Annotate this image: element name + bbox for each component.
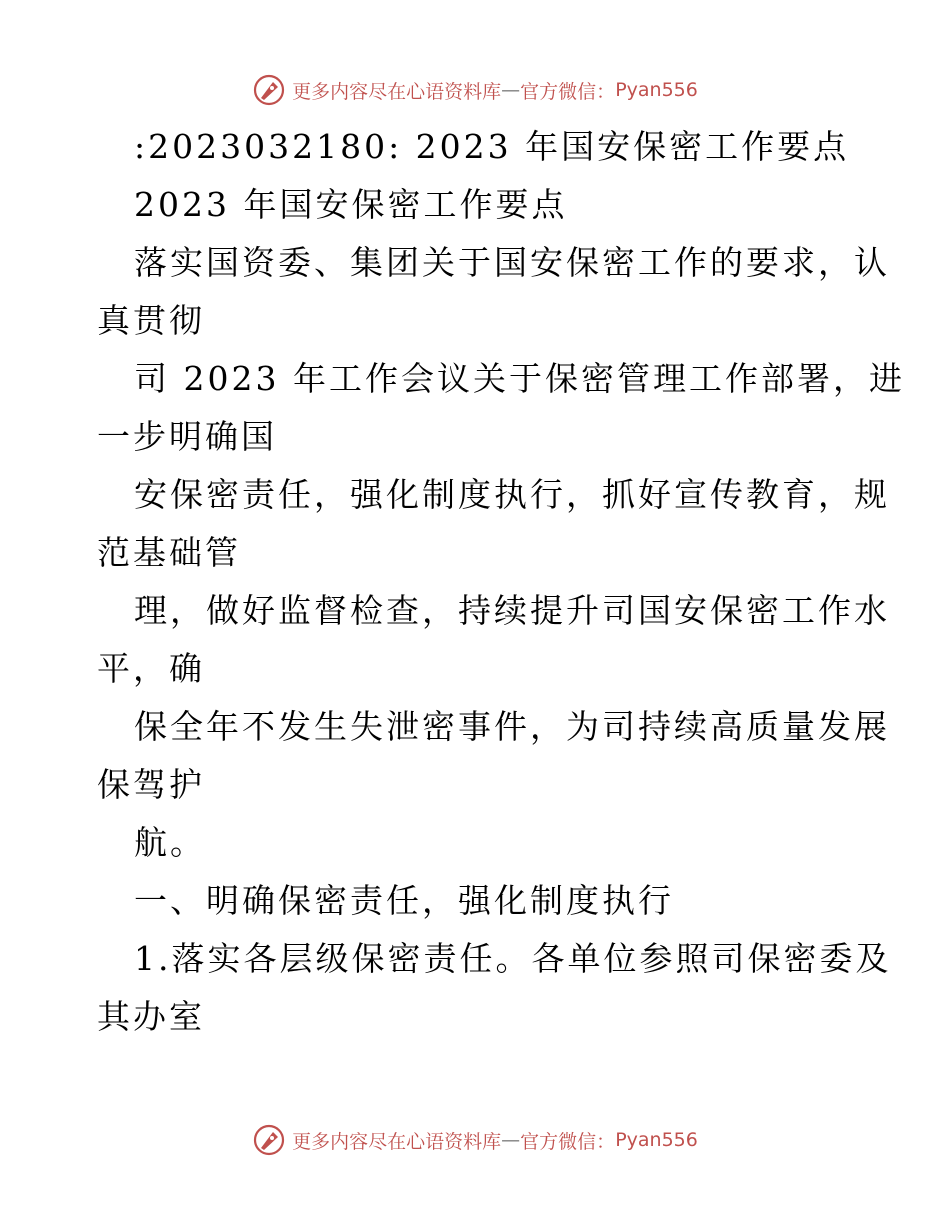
banner-dash: — [501, 1129, 521, 1151]
doc-line-7: 安保密责任，强化制度执行，抓好宣传教育，规 [134, 475, 890, 514]
doc-line-9: 理，做好监督检查，持续提升司国安保密工作水 [134, 591, 890, 630]
doc-line-6: 一步明确国 [97, 417, 277, 456]
doc-line-3: 落实国资委、集团关于国安保密工作的要求，认 [134, 243, 890, 282]
doc-line-2: 2023 年国安保密工作要点 [134, 185, 568, 224]
doc-line-11: 保全年不发生失泄密事件，为司持续高质量发展 [134, 707, 890, 746]
doc-line-12: 保驾护 [97, 765, 205, 804]
footer-watermark-banner [0, 1120, 950, 1160]
banner-dash: — [501, 79, 521, 101]
doc-line-13: 航。 [134, 823, 206, 862]
banner-wechat-label: 官方微信： [520, 80, 616, 103]
banner-wechat-id: Pyan556 [615, 79, 698, 101]
doc-line-16: 其办室 [97, 997, 205, 1036]
doc-line-10: 平，确 [97, 649, 205, 688]
doc-line-4: 真贯彻 [97, 301, 205, 340]
doc-line-15: 1.落实各层级保密责任。各单位参照司保密委及 [134, 939, 892, 978]
header-watermark-banner [0, 70, 950, 110]
banner-wechat-id: Pyan556 [615, 1129, 698, 1151]
doc-line-14: 一、明确保密责任，强化制度执行 [134, 881, 674, 920]
doc-line-5: 司 2023 年工作会议关于保密管理工作部署，进 [134, 359, 905, 398]
pen-nib-logo-icon [252, 1123, 286, 1157]
doc-line-8: 范基础管 [97, 533, 241, 572]
document-body [97, 118, 905, 1046]
pen-nib-logo-icon [252, 73, 286, 107]
banner-main-text: 更多内容尽在心语资料库 [292, 80, 502, 103]
doc-line-1: :2023032180: 2023 年国安保密工作要点 [134, 127, 850, 166]
banner-main-text: 更多内容尽在心语资料库 [292, 1130, 502, 1153]
banner-wechat-label: 官方微信： [520, 1130, 616, 1153]
